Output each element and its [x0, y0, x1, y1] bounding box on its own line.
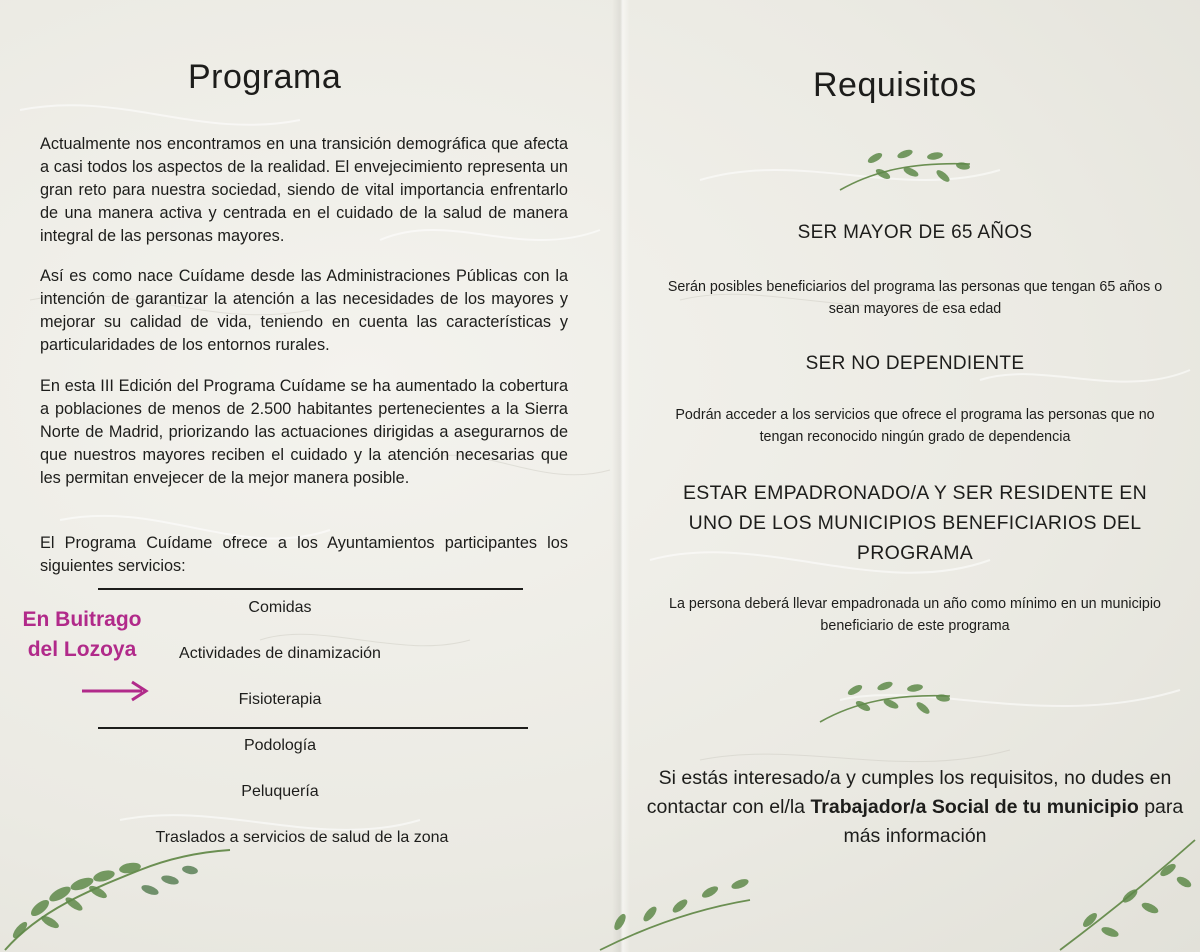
center-fold [612, 0, 630, 952]
service-item-peluqueria: Peluquería [241, 783, 319, 800]
leaf-sprig-top-icon [835, 140, 975, 196]
programa-title: Programa [188, 58, 342, 96]
requisito-heading-2: SER NO DEPENDIENTE [805, 353, 1025, 374]
service-item-traslados: Traslados a servicios de salud de la zona [155, 829, 449, 846]
annotation-line-2: del Lozoya [27, 638, 137, 661]
arrow-right-icon [80, 676, 152, 706]
foliage-bottom-right-icon [1050, 820, 1200, 952]
requisito-heading-1: SER MAYOR DE 65 AÑOS [797, 222, 1033, 243]
service-item-fisioterapia: Fisioterapia [238, 691, 322, 708]
programa-paragraph-3: En esta III Edición del Programa Cuídame se ha aumentado la cobertura a poblaciones de menos de 2.500 habitantes pertenecientes a la Sierra Norte de Madrid, priorizando las actuaciones dirigidas a asegurarnos de que nuestros mayores reciben el cuidado y la atención necesarias que les permitan envejecer de la mejor manera posible. [40, 377, 568, 487]
programa-paragraph-2: Así es como nace Cuídame desde las Administraciones Públicas con la intención de garantizar la atención a las necesidades de los mayores y mejorar su calidad de vida, teniendo en cuenta las características y particularidades de los entornos rurales. [40, 267, 568, 354]
requisito-text-2: Podrán acceder a los servicios que ofrece el programa las personas que no tengan reconocido ningún grado de dependencia [675, 407, 1155, 445]
annotation-line-1: En Buitrago [22, 608, 142, 631]
services-top-rule [98, 588, 523, 590]
requisitos-page [630, 0, 1200, 952]
programa-paragraph-1: Actualmente nos encontramos en una transición demográfica que afecta a casi todos los aspectos de la realidad. El envejecimiento representa un gran reto para nuestra sociedad, siendo de vital importancia enfrentarlo de una manera activa y centrada en el cuidado de la salud de manera integral de las personas mayores. [40, 135, 568, 245]
contact-text-bold: Trabajador/a Social de tu municipio [810, 796, 1139, 818]
buitrago-annotation [12, 605, 152, 665]
service-item-comidas: Comidas [248, 599, 312, 616]
requisito-text-1: Serán posibles beneficiarios del programa las personas que tengan 65 años o sean mayores de esa edad [667, 279, 1163, 317]
programa-paragraph-4: El Programa Cuídame ofrece a los Ayuntamientos participantes los siguientes servicios: [40, 534, 568, 575]
contact-text-1: Si estás interesado/a y cumples los requisitos, no dudes en contactar con el/la [646, 767, 1172, 818]
services-bottom-rule [98, 727, 528, 729]
requisito-heading-3: ESTAR EMPADRONADO/A Y SER RESIDENTE EN UNO DE LOS MUNICIPIOS BENEFICIARIOS DEL PROGRAMA [683, 482, 1147, 564]
service-item-podologia: Podología [243, 737, 317, 754]
service-item-actividades: Actividades de dinamización [179, 645, 381, 662]
requisitos-title: Requisitos [813, 66, 977, 104]
foliage-bottom-left-icon [0, 830, 240, 952]
requisito-text-3: La persona deberá llevar empadronada un año como mínimo en un municipio beneficiario de este programa [669, 596, 1161, 634]
foliage-bottom-center-icon [590, 870, 810, 952]
leaf-sprig-middle-icon [815, 672, 955, 728]
contact-text-2: para más información [843, 796, 1184, 847]
